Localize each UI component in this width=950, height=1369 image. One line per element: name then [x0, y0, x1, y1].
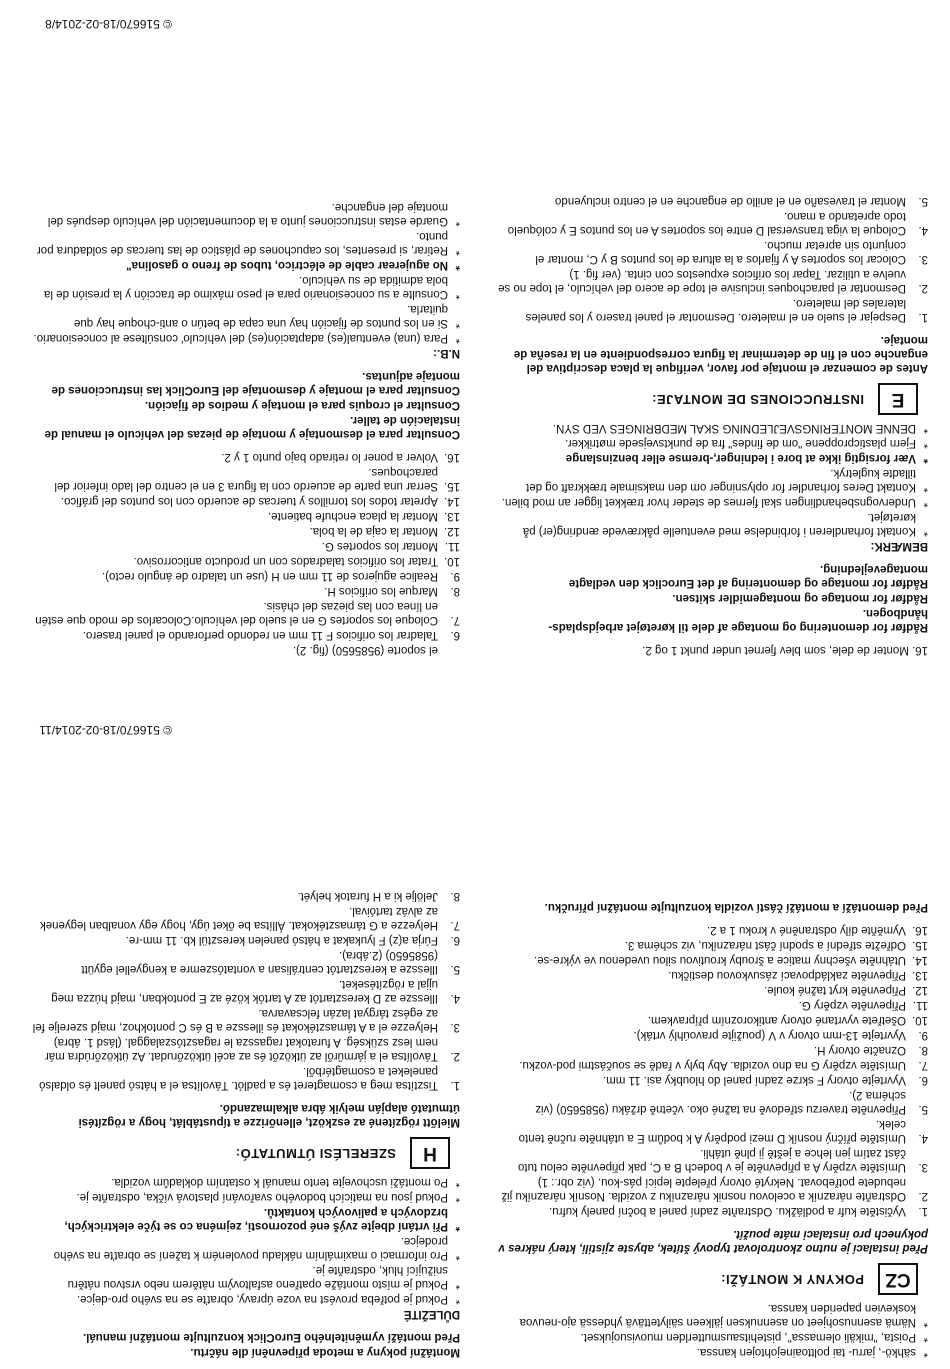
cz-section-header [498, 1263, 918, 1295]
list-item: * Nämä asennusohjeet on asennuksen jälkeen säilytettävä yhdessä ajo-neuvoa koskevien paperiden kanssa. [498, 1301, 928, 1329]
list-item [498, 1117, 928, 1145]
step-number: 9. [450, 570, 460, 582]
list-item [498, 296, 928, 324]
list-item [498, 1088, 928, 1116]
step-text: Vyčistěte kufr a podlážku. Odstraňte zadní panel a boční panely kufru. [549, 1205, 906, 1217]
step-text: Připevněte vzpěry G. [798, 999, 906, 1011]
step-text: Fúrja a(z) F lyukakat a hátsó panelen keresztül kb. 11 mm-re. [125, 934, 438, 946]
step-number: 16. [444, 451, 460, 463]
list-item [498, 968, 928, 982]
list-item [30, 933, 460, 947]
step-text: Umístěte příčný nosník D mezi podpěry A k bodům E a utáhněte ručně tento celek. [518, 1118, 906, 1144]
step-text: Volver a poner lo retirado bajo punto 1 y 2. [221, 451, 438, 463]
list-item [498, 1013, 928, 1027]
list-item [30, 569, 460, 583]
step-text: Ošetřete vyvrtané otvory antikorozním přípravkem. [647, 1014, 906, 1026]
step-text: Odstraňte nárazník a ocelovou nosnik nárazníku z vozidla. Nosník nárazníku již nebudete potřebovat. Nekryté otvory přelepte lepicí pás-kou. (viz obr.: 1) [501, 1176, 906, 1202]
step-text: Serrar una parte de acuerdo con la figura 3 en el centro del lado inferior del parachoques. [54, 466, 438, 492]
section-title: POKYNY K MONTÁŽI: [720, 1272, 864, 1287]
consult-note: Rådfør for montage og demontering af det Euroclick den vedlagte montagevejledning. [568, 563, 928, 589]
list-item [498, 1146, 928, 1174]
step-text: Montar el travesaño en el anillo de enganche en el centro incluyendo [555, 195, 906, 207]
section-title: SZERELÉSI ÚTMUTATÓ: [235, 1146, 396, 1161]
list-item: * DENNE MONTERINGSVEJLEDNING SKAL MEDBRINGES VED SYN. [498, 421, 928, 435]
list-item: * Pro informaci o maximálním nákladu povoleném k tažení se obraťte na svého prodejce. [30, 1234, 460, 1262]
list-item [498, 983, 928, 997]
step-number: 4. [918, 1132, 928, 1144]
step-text: Připevněte kryt tažné koule. [764, 984, 906, 996]
list-item: * Poista, "mikäli olemassa", pistehitsausmutterlden muovisuojukset. [498, 1330, 928, 1344]
list-item [30, 977, 460, 1005]
list-item: * Pokud je místo montáže opatřeno asfaltovým nátěrem nebo vrstvou nátěru snižující hluk, odstraňte je. [30, 1263, 460, 1291]
list-item [30, 904, 460, 932]
dk-step-16: 16. Monter de dele, som blev fjernet under punkt 1 og 2. [642, 644, 928, 656]
step-number: 1. [918, 1205, 928, 1217]
list-item: * Pokud jsou na maticích bodového svařování plastová víčka, odstraňte je. [30, 1190, 460, 1204]
list-item: * Guarde estas instrucciones junto a la documentación del vehículo después del montaje del enganche. [30, 200, 460, 228]
step-number: 1. [450, 1079, 460, 1091]
step-number: 5. [918, 195, 928, 207]
e-steps [498, 194, 928, 324]
step-number: 9. [918, 1029, 928, 1041]
step-number: 12. [912, 984, 928, 996]
consult-note: Consultar el croquis para el montaje y medios de fijación. [144, 399, 460, 411]
list-item: * sähkö-, jarru- tai polttoainejohtojen kanssa. [498, 1345, 928, 1359]
step-text: Desmontar el parachoques inclusive el tope de acero del vehículo, el tope no se vuelve a utilizar. Tapar los orificios expuestos con cinta. (ver fig. 1) [498, 268, 906, 294]
step-text: Despejar el suelo en el maletero. Desmontar el panel trasero y los paneles laterales del maletero. [525, 297, 906, 323]
list-item [30, 524, 460, 538]
step-text: Coloque los soportes G en el suelo del vehículo.Colocarlos de modo que estén en línea con las piezas del chásis. [35, 600, 438, 626]
cz-steps [498, 923, 928, 1218]
continuation-manual: Před montáží vyměnitelného EuroClick konzultujte montážní manuál. [82, 1331, 460, 1343]
list-item: * Kontakt forhandleren i forbindelse med eventuelle påkrævede ændring(er) på køretøjet. [498, 510, 928, 538]
step-number: 10. [444, 555, 460, 567]
step-text: Illessze az D keresztartót az A tartók közé az E pontokban, majd húzza meg ujjal a rögzítéseket. [51, 978, 438, 1004]
fi-continuation-list [498, 1301, 928, 1359]
h-section-header [30, 1137, 450, 1169]
language-badge: H [410, 1137, 450, 1169]
step-number: 2. [450, 1050, 460, 1062]
step-number: 6. [450, 629, 460, 641]
list-item: * Para (una) eventual(es) adaptación(es) del vehículo' consúltese al concesionario. [30, 331, 460, 345]
list-item [498, 1073, 928, 1087]
step-text: Marque los orificios H. [324, 585, 438, 597]
step-text: Jelölje ki a H furatok helyét. [297, 890, 438, 902]
h-column [30, 888, 460, 1359]
list-item [498, 194, 928, 208]
step-text: el soporte (9585650) (fig. 2). [292, 644, 438, 656]
list-item [30, 1035, 460, 1063]
step-text: Umístěte vzpěry A a připevněte je v bodech B a C, pak připevněte celou tuto část zatím jen lehce a ještě ji plně utáhli. [517, 1147, 906, 1173]
note-title: DŮLEŽITÉ [403, 1308, 460, 1320]
e-continuation-column [30, 199, 460, 657]
step-number: 3. [450, 1021, 460, 1033]
list-item [30, 599, 460, 627]
list-item [30, 643, 460, 657]
list-item [498, 238, 928, 266]
step-number: 12. [444, 525, 460, 537]
step-text: Realice agujeros de 11 mm en H (use un taladro de ángulo recto). [101, 570, 438, 582]
note-title: N.B.: [433, 347, 460, 359]
step-number: 7. [918, 1059, 928, 1071]
step-text: Távolítsa el a járműről az ütközőt és az acél ütközőrudat. Az ütközőrúdra már nem lesz szükség. A furatokat ragassza le ragasztószalaggal. (lásd 1. ábra) [44, 1036, 438, 1062]
section-closing: Před demontáží a montáží částí vozidla konzultujte montážní příručku. [544, 901, 928, 913]
step-number: 7. [450, 614, 460, 626]
h-steps [30, 889, 460, 1092]
consult-note: Consultar para el montaje y desmontaje del EuroClick las instrucciones de montaje adjuntas. [51, 370, 460, 396]
list-item: * Consulte a su concesionario para el peso máximo de tracción y la presión de la bola admitida de su vehículo. [30, 273, 460, 301]
step-text: Coloque la viga transversal D entre los soportes A en los puntos E y colóquelo todo apretando a mano. [507, 210, 906, 236]
step-number: 13. [912, 969, 928, 981]
list-item: * Po montáži uschovejte tento manuál k ostatním dokladům vozidla. [30, 1175, 460, 1189]
cz-column [498, 899, 928, 1359]
step-number: 14. [444, 495, 460, 507]
section-intro: Před instalací je nutno zkontrolovat typový štítek, abyste zjistili, který nákres v pokynech pro instalaci máte použít. [498, 1228, 928, 1254]
language-badge: CZ [878, 1263, 918, 1295]
section-intro: Antes de comenzar el montaje por favor, verifique la placa descriptiva del enganche con el fin de determinar la figura correspondiente en la reseña de montaje. [513, 334, 928, 374]
step-number: 7. [450, 919, 460, 931]
list-item: * Retirar, si presentes, los capuchones de plástico de las tuercas de soldadura por punto. [30, 229, 460, 257]
step-number: 11. [912, 999, 928, 1011]
step-number: 4. [450, 992, 460, 1004]
step-text: Připevněte zakládpovací zásuvkovou destičku. [668, 969, 906, 981]
e-column [498, 193, 928, 657]
step-number: 3. [918, 1161, 928, 1173]
list-item [498, 267, 928, 295]
step-number: 4. [918, 224, 928, 236]
step-text: Umístěte vzpěry G na dno vozidla. Aby byly v řadě se součástmi pod-vozku. [519, 1059, 906, 1071]
list-item [498, 1028, 928, 1042]
step-text: Utáhněte všechny matice a šrouby kroutivou silou uvedenou ve výkre-se. [533, 954, 906, 966]
step-text: Colocar los soportes A y fijarlos a la altura de los puntos B y C, montar el conjunto sin apretar mucho. [535, 239, 906, 265]
step-text: Vyvrtejte 13-mm otvory v V (použijte pravoúhlý vrták). [633, 1029, 906, 1041]
step-text: Montar la caja de la bola. [309, 525, 438, 537]
step-number: 15. [444, 480, 460, 492]
list-item: * Při vrtání dbejte zvýš ené pozornosti, zejména co se týče elektrických, brzdových a palivových kontaktů. [30, 1205, 460, 1233]
step-text: Montar los soportes G. [321, 540, 438, 552]
step-number: 11. [444, 540, 460, 552]
list-item [30, 450, 460, 464]
page-footer: © 516670/18-02-2014/8 [45, 17, 172, 31]
consult-note: Rådfør for demontering og montage af dele til køretøjet arbejdsplads-håndbogen. [548, 607, 928, 633]
e-section-header [498, 383, 918, 415]
step-text: Odřežte střední a spodní část nárazníku, viz schéma 3. [624, 939, 906, 951]
step-text: Montar la placa enchufe batiente. [267, 510, 438, 522]
list-item [30, 509, 460, 523]
list-item [30, 948, 460, 976]
list-item: * No agujerear cable de eléctrico, tubos de freno o gasolina" [30, 258, 460, 272]
list-item [30, 494, 460, 508]
list-item [498, 953, 928, 967]
step-number: 6. [450, 934, 460, 946]
step-text: Vyměňte díly odstraněné v kroku 1 a 2. [706, 924, 906, 936]
step-number: 16. [912, 924, 928, 936]
list-item [30, 889, 460, 903]
step-text: Vyvrtejte otvory F skrze zadní panel do hloubky asi. 11 mm. [603, 1074, 906, 1086]
list-item [498, 923, 928, 937]
step-text: Helyezze el a A támasztékokat és illessze a B és C pontokhoz, majd szerelje fel az egész tárgyat lazán felcsavarva. [32, 1007, 438, 1033]
list-item [498, 1058, 928, 1072]
step-number: 8. [450, 585, 460, 597]
step-text: Označte otvory H. [813, 1044, 906, 1056]
e-notes [30, 200, 460, 345]
e-steps-continued [30, 450, 460, 657]
cz-notes [30, 1175, 460, 1306]
list-item [498, 1043, 928, 1057]
list-item: * Undervognsbehandlingen skal fjernes de steder hvor trækket ligger an mod bilen. [498, 495, 928, 509]
list-item [498, 1204, 928, 1218]
step-number: 2. [918, 1190, 928, 1202]
step-number: 1. [918, 311, 928, 323]
step-number: 15. [912, 939, 928, 951]
consult-note: Rådfør for montage og montagemidler skitsen. [672, 592, 928, 604]
step-text: Tisztítsa meg a csomagteret és a padlót. Távolítsa el a hátsó panelt és oldalsó paneleket a csomagtérből. [39, 1065, 438, 1091]
list-item [30, 584, 460, 598]
note-title: BEMÆRK: [870, 540, 928, 552]
list-item [30, 554, 460, 568]
list-item [30, 539, 460, 553]
list-item: * Fjern plasticproppene "om de findes" fra de punktsvejsede møtrikker. [498, 436, 928, 450]
list-item [30, 1064, 460, 1092]
step-text: Apretar todos los tornillos y tuercas de acuerdo con los puntos del gráfico. [60, 495, 438, 507]
list-item [498, 998, 928, 1012]
list-item [498, 209, 928, 237]
list-item: * Si en los puntos de fijación hay una capa de betún o anti-choque hay que quitarla. [30, 302, 460, 330]
list-item: * Vær forsigtig ikke at bore i ledninger,-bremse eller benzinslange [498, 451, 928, 465]
list-item: * Pokud je potřeba provést na voze úpravy, obraťte se na svého pro-dejce. [30, 1292, 460, 1306]
page-footer: © 516670/18-02-2014/11 [39, 723, 172, 737]
step-number: 5. [450, 963, 460, 975]
language-badge: E [878, 383, 918, 415]
step-text: Tratar los orificios taladrados con un producto anticorrosivo. [133, 555, 438, 567]
list-item [498, 1175, 928, 1203]
consult-note: Consultar para el desmontaje y montaje de piezas del vehículo el manual de instalación de taller. [44, 414, 460, 440]
step-text: Připevněte traverzu středově na tažné oko. včetně držáku (9585650) (viz schéma 2). [535, 1089, 906, 1115]
step-number: 2. [918, 282, 928, 294]
step-number: 8. [450, 890, 460, 902]
step-number: 10. [912, 1014, 928, 1026]
list-item: * Kontakt Deres forhandler for oplysninger om den maksimale trækkraft og det tilladte kugletryk. [498, 466, 928, 494]
step-number: 5. [918, 1103, 928, 1115]
step-text: Illessze a keresztartót centrálisan a vontatószemre a kengyellel együtt (9585650) (2.ábra). [81, 949, 438, 975]
step-number: 3. [918, 253, 928, 265]
step-text: Helyezze a G támasztékokat. Állítsa be őket úgy, hogy egy vonalban legyenek az alváz tartóival. [39, 905, 438, 931]
step-number: 13. [444, 510, 460, 522]
list-item [498, 938, 928, 952]
list-item [30, 1006, 460, 1034]
step-number: 14. [912, 954, 928, 966]
list-item [30, 628, 460, 642]
step-number: 8. [918, 1044, 928, 1056]
dk-notes [498, 421, 928, 538]
list-item [30, 465, 460, 493]
step-text: Taladrar los orificios F 11 mm en redondo perforando el panel trasero. [82, 629, 438, 641]
continuation-title: Montážní pokyny a metoda připevnění dle náčrtu. [190, 1346, 460, 1358]
section-title: INSTRUCCIONES DE MONTAJE: [651, 392, 864, 407]
section-intro: Mielőtt rögzítené az eszközt, ellenőrizze a típustáblát, hogy a rögzítési útmutató alapján melyik ábra alkalmazandó. [78, 1102, 460, 1128]
step-number: 6. [918, 1074, 928, 1086]
